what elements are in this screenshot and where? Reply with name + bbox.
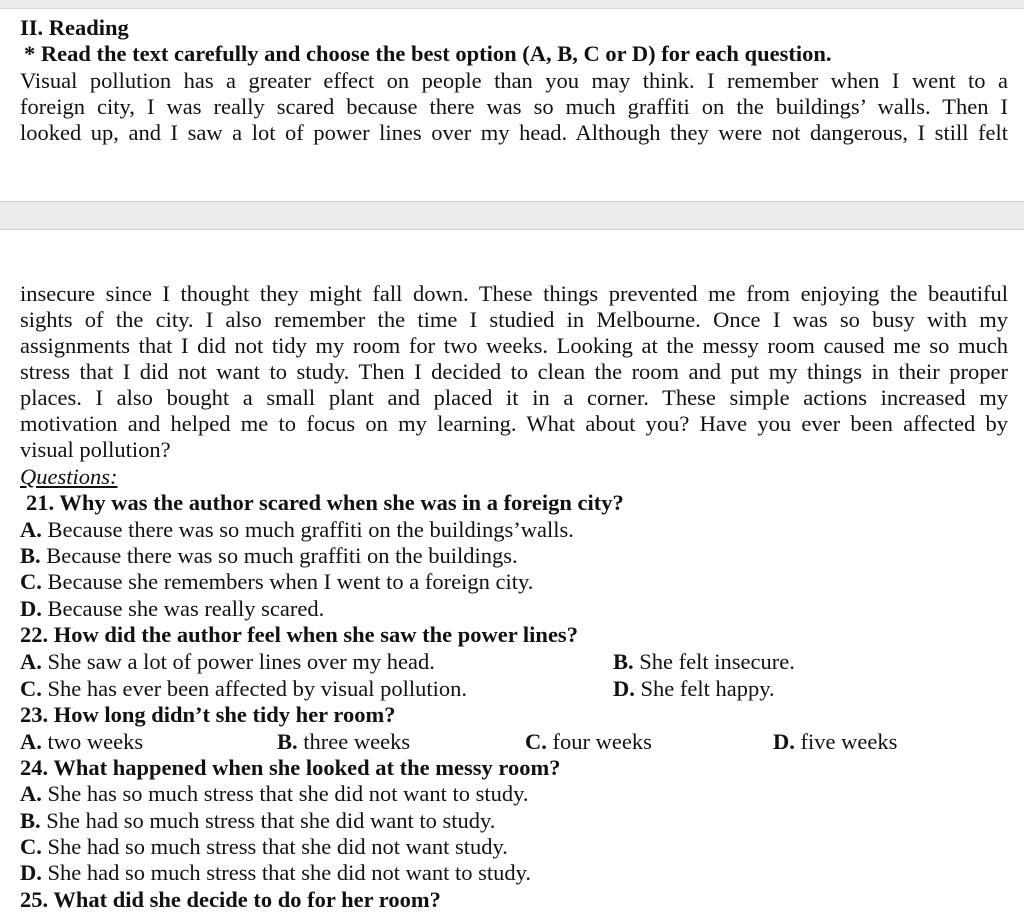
- option-23-c: [525, 729, 652, 755]
- option-24-a: [20, 781, 529, 807]
- option-text: Because there was so much graffiti on the buildings’walls.: [41, 517, 574, 542]
- option-letter: A.: [20, 781, 42, 806]
- passage-line: sights of the city. I also remember the time I studied in Melbourne. Once I was so busy with my: [20, 307, 1008, 332]
- question-21: 21. Why was the author scared when she was in a foreign city?: [26, 490, 624, 515]
- option-text: She had so much stress that she did not want study.: [41, 834, 508, 859]
- questions-label: Questions:: [20, 464, 118, 489]
- passage-line: assignments that I did not tidy my room for two weeks. Looking at the messy room caused me so much: [20, 333, 1008, 358]
- option-letter: C.: [20, 834, 42, 859]
- option-letter: D.: [773, 729, 795, 754]
- question-23: 23. How long didn’t she tidy her room?: [20, 702, 396, 727]
- passage-line: visual pollution?: [20, 437, 171, 462]
- option-letter: C.: [525, 729, 547, 754]
- passage-line: insecure since I thought they might fall down. These things prevented me from enjoying the beautiful: [20, 281, 1008, 306]
- option-21-c: [20, 569, 533, 595]
- document-page-2: [0, 229, 1024, 923]
- option-23-b: [277, 729, 410, 755]
- option-24-c: [20, 834, 508, 860]
- option-text: She had so much stress that she did want to study.: [40, 808, 496, 833]
- option-23-d: [773, 729, 897, 755]
- question-24: 24. What happened when she looked at the messy room?: [20, 755, 561, 780]
- option-21-b: [20, 543, 518, 569]
- option-letter: C.: [20, 676, 42, 701]
- option-text: She felt happy.: [634, 676, 775, 701]
- option-text: five weeks: [794, 729, 898, 754]
- option-letter: A.: [20, 517, 42, 542]
- option-letter: A.: [20, 729, 42, 754]
- option-letter: D.: [613, 676, 635, 701]
- passage-line: stress that I did not want to study. Then I decided to clean the room and put my things in their proper: [20, 359, 1008, 384]
- passage-line: Visual pollution has a greater effect on people than you may think. I remember when I went to a: [20, 68, 1008, 93]
- option-text: She felt insecure.: [633, 649, 795, 674]
- option-letter: B.: [20, 543, 41, 568]
- option-text: She had so much stress that she did not want to study.: [41, 860, 531, 885]
- option-22-b: [613, 649, 795, 675]
- option-text: She has ever been affected by visual pollution.: [41, 676, 467, 701]
- option-22-a: [20, 649, 435, 675]
- option-21-d: [20, 596, 324, 622]
- option-22-c: [20, 676, 467, 702]
- option-letter: B.: [277, 729, 298, 754]
- passage-line: motivation and helped me to focus on my learning. What about you? Have you ever been affected by: [20, 411, 1008, 436]
- passage-line: places. I also bought a small plant and placed it in a corner. These simple actions increased my: [20, 385, 1008, 410]
- passage-line: foreign city, I was really scared because there was so much graffiti on the buildings’ walls. Then I: [20, 94, 1008, 119]
- option-23-a: [20, 729, 143, 755]
- passage-line: looked up, and I saw a lot of power lines over my head. Although they were not dangerous, I still felt: [20, 120, 1008, 145]
- option-24-d: [20, 860, 531, 886]
- question-22: 22. How did the author feel when she saw the power lines?: [20, 622, 578, 647]
- option-text: She has so much stress that she did not want to study.: [41, 781, 529, 806]
- section-heading: II. Reading: [20, 15, 129, 40]
- document-page-1: [0, 8, 1024, 202]
- option-letter: B.: [613, 649, 634, 674]
- option-letter: D.: [20, 860, 42, 885]
- option-letter: D.: [20, 596, 42, 621]
- option-text: three weeks: [297, 729, 411, 754]
- option-letter: C.: [20, 569, 42, 594]
- option-24-b: [20, 808, 495, 834]
- option-21-a: [20, 517, 574, 543]
- option-letter: B.: [20, 808, 41, 833]
- question-25: 25. What did she decide to do for her room?: [20, 887, 441, 912]
- option-text: Because she was really scared.: [41, 596, 325, 621]
- section-instruction: * Read the text carefully and choose the best option (A, B, C or D) for each question.: [24, 41, 832, 66]
- option-text: Because she remembers when I went to a foreign city.: [41, 569, 534, 594]
- option-text: two weeks: [41, 729, 144, 754]
- option-text: Because there was so much graffiti on the buildings.: [40, 543, 518, 568]
- option-22-d: [613, 676, 775, 702]
- option-text: She saw a lot of power lines over my head.: [41, 649, 435, 674]
- option-letter: A.: [20, 649, 42, 674]
- option-text: four weeks: [546, 729, 652, 754]
